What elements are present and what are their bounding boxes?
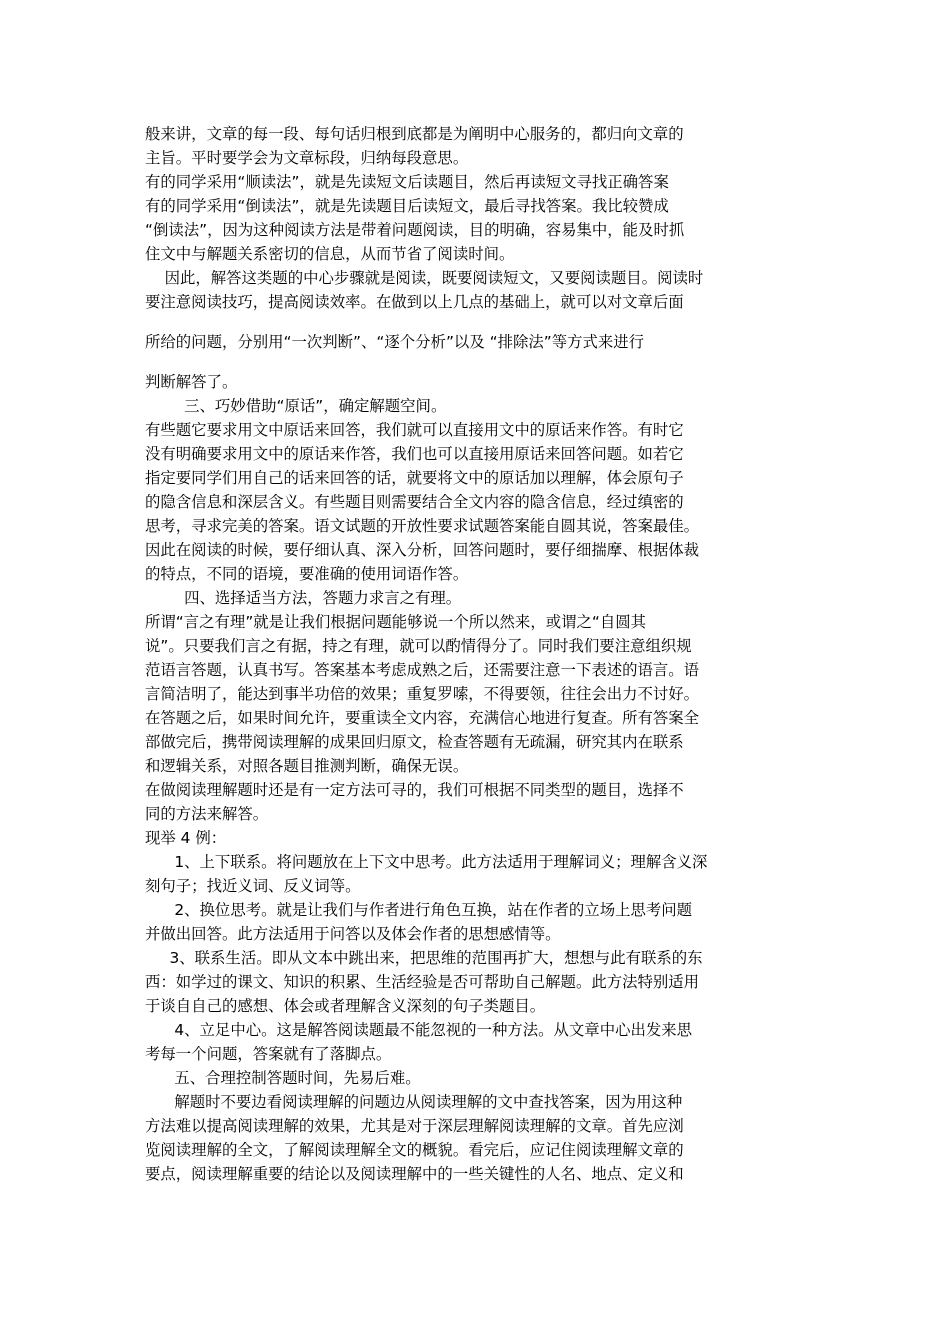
text-line: 于谈自自己的感想、体会或者理解含义深刻的句子类题目。 bbox=[145, 997, 546, 1015]
text-line: 有的同学采用“顺读法”，就是先读短文后读题目，然后再读短文寻找正确答案 bbox=[145, 173, 669, 191]
text-line: 因此在阅读的时候，要仔细认真、深入分析，回答问题时，要仔细揣摩、根据体裁 bbox=[145, 541, 700, 559]
list-item: 4、立足中心。这是解答阅读题最不能忽视的一种方法。从文章中心出发来思 bbox=[145, 1021, 693, 1039]
text-line: 的特点，不同的语境，要准确的使用词语作答。 bbox=[145, 565, 469, 583]
text-line: 在做阅读理解题时还是有一定方法可寻的，我们可根据不同类型的题目，选择不 bbox=[145, 781, 684, 799]
text-line: 说”。只要我们言之有据，持之有理，就可以酌情得分了。同时我们要注意组织规 bbox=[145, 637, 692, 655]
body-text bbox=[145, 122, 810, 1186]
text-line: 所给的问题，分别用“一次判断”、“逐个分析”以及 “排除法”等方式来进行 bbox=[145, 333, 645, 351]
text-line: 般来讲，文章的每一段、每句话归根到底都是为阐明中心服务的，都归向文章的 bbox=[145, 125, 684, 143]
text-line: 要注意阅读技巧，提高阅读效率。在做到以上几点的基础上，就可以对文章后面 bbox=[145, 293, 684, 311]
text-line: 方法难以提高阅读理解的效果，尤其是对于深层理解阅读理解的文章。首先应浏 bbox=[145, 1117, 684, 1135]
list-item: 2、换位思考。就是让我们与作者进行角色互换，站在作者的立场上思考问题 bbox=[145, 901, 693, 919]
text-line: 主旨。平时要学会为文章标段，归纳每段意思。 bbox=[145, 149, 469, 167]
text-line: 解题时不要边看阅读理解的问题边从阅读理解的文中查找答案，因为用这种 bbox=[145, 1093, 683, 1111]
list-item: 1、上下联系。将问题放在上下文中思考。此方法适用于理解词义；理解含义深 bbox=[145, 853, 708, 871]
text-line: 刻句子；找近义词、反义词等。 bbox=[145, 877, 361, 895]
text-line: 并做出回答。此方法适用于问答以及体会作者的思想感情等。 bbox=[145, 925, 561, 943]
text-line: 思考，寻求完美的答案。语文试题的开放性要求试题答案能自圆其说，答案最佳。 bbox=[145, 517, 700, 535]
section-heading: 五、合理控制答题时间，先易后难。 bbox=[145, 1069, 421, 1087]
text-line: 览阅读理解的全文，了解阅读理解全文的概貌。看完后，应记住阅读理解文章的 bbox=[145, 1141, 684, 1159]
text-line: 要点，阅读理解重要的结论以及阅读理解中的一些关键性的人名、地点、定义和 bbox=[145, 1165, 684, 1183]
text-line: “倒读法”，因为这种阅读方法是带着问题阅读，目的明确，容易集中，能及时抓 bbox=[145, 221, 685, 239]
section-heading: 三、巧妙借助“原话”，确定解题空间。 bbox=[145, 397, 447, 415]
text-line: 指定要同学们用自己的话来回答的话，就要将文中的原话加以理解，体会原句子 bbox=[145, 469, 684, 487]
text-line: 有些题它要求用文中原话来回答，我们就可以直接用文中的原话来作答。有时它 bbox=[145, 421, 684, 439]
text-line: 因此，解答这类题的中心步骤就是阅读，既要阅读短文，又要阅读题目。阅读时 bbox=[145, 269, 704, 287]
text-line: 所谓“言之有理”就是让我们根据问题能够说一个所以然来，或谓之“自圆其 bbox=[145, 613, 647, 631]
text-line: 住文中与解题关系密切的信息，从而节省了阅读时间。 bbox=[145, 245, 515, 263]
text-line: 在答题之后，如果时间允许，要重读全文内容，充满信心地进行复查。所有答案全 bbox=[145, 709, 700, 727]
text-line: 部做完后，携带阅读理解的成果回归原文，检查答题有无疏漏，研究其内在联系 bbox=[145, 733, 684, 751]
section-heading: 四、选择适当方法，答题力求言之有理。 bbox=[145, 589, 462, 607]
text-line: 言简洁明了，能达到事半功倍的效果；重复罗嗦，不得要领，往往会出力不讨好。 bbox=[145, 685, 700, 703]
text-line: 没有明确要求用文中的原话来作答，我们也可以直接用原话来回答问题。如若它 bbox=[145, 445, 684, 463]
text-line: 同的方法来解答。 bbox=[145, 805, 269, 823]
text-line: 西：如学过的课文、知识的积累、生活经验是否可帮助自己解题。此方法特别适用 bbox=[145, 973, 700, 991]
text-line: 和逻辑关系，对照各题目推测判断，确保无误。 bbox=[145, 757, 469, 775]
text-line: 判断解答了。 bbox=[145, 373, 238, 391]
list-item: 3、联系生活。即从文本中跳出来，把思维的范围再扩大，想想与此有联系的东 bbox=[145, 949, 703, 967]
text-line: 考每一个问题，答案就有了落脚点。 bbox=[145, 1045, 392, 1063]
text-line: 范语言答题，认真书写。答案基本考虑成熟之后，还需要注意一下表述的语言。语 bbox=[145, 661, 700, 679]
text-line: 的隐含信息和深层含义。有些题目则需要结合全文内容的隐含信息，经过缜密的 bbox=[145, 493, 684, 511]
text-line: 现举 4 例： bbox=[145, 829, 227, 847]
text-line: 有的同学采用“倒读法”，就是先读题目后读短文，最后寻找答案。我比较赞成 bbox=[145, 197, 669, 215]
